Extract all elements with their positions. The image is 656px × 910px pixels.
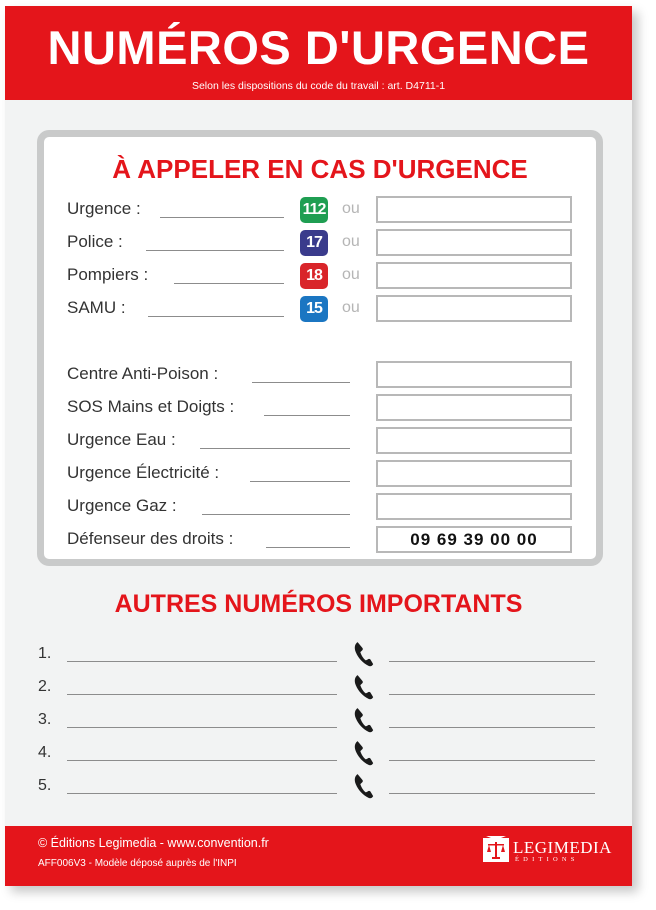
row-label: Urgence Eau : [67,430,176,449]
urgence-electricite-field[interactable] [376,460,572,487]
row-sos-mains [44,394,596,421]
item-number: 1. [38,645,52,662]
write-line [250,481,350,482]
list-item [5,740,632,770]
row-urgence-electricite [44,460,596,487]
row-label: SOS Mains et Doigts : [67,397,235,416]
urgence-eau-field[interactable] [376,427,572,454]
row-label: Police : [67,232,123,251]
separator-ou: ou [342,299,360,316]
phone-icon [353,674,375,700]
separator-ou: ou [342,266,360,283]
list-item [5,674,632,704]
item-number: 5. [38,777,52,794]
write-line [266,547,350,548]
badge-15: 15 [300,296,328,322]
badge-112: 112 [300,197,328,223]
anti-poison-field[interactable] [376,361,572,388]
footer [5,826,632,886]
number-line[interactable] [389,661,595,662]
badge-18: 18 [300,263,328,289]
urgence-field[interactable] [376,196,572,223]
list-item [5,707,632,737]
row-samu [44,295,596,322]
header-banner [5,6,632,100]
name-line[interactable] [67,760,337,761]
samu-field[interactable] [376,295,572,322]
row-urgence [44,196,596,223]
pompiers-field[interactable] [376,262,572,289]
item-number: 4. [38,744,52,761]
row-label: Défenseur des droits : [67,529,234,548]
row-label: Urgence Gaz : [67,496,177,515]
number-line[interactable] [389,760,595,761]
copyright-text: © Éditions Legimedia - www.convention.fr [38,836,269,850]
row-label: Pompiers : [67,265,149,284]
write-line [160,217,284,218]
separator-ou: ou [342,233,360,250]
phone-icon [353,773,375,799]
separator-ou: ou [342,200,360,217]
row-urgence-gaz [44,493,596,520]
police-field[interactable] [376,229,572,256]
list-item [5,773,632,803]
row-label: Centre Anti-Poison : [67,364,219,383]
reference-text: AFF006V3 - Modèle déposé auprès de l'INPI [38,858,237,869]
row-label: SAMU : [67,298,126,317]
write-line [200,448,350,449]
emergency-box [37,130,603,566]
write-line [202,514,350,515]
phone-icon [353,707,375,733]
number-line[interactable] [389,694,595,695]
row-defenseur-droits [44,526,596,553]
defenseur-droits-field[interactable]: 09 69 39 00 00 [376,526,572,553]
row-label: Urgence Électricité : [67,463,220,482]
logo-text: LEGIMEDIA [513,838,612,857]
scales-icon [482,835,510,863]
name-line[interactable] [67,727,337,728]
write-line [174,283,284,284]
other-numbers-title: AUTRES NUMÉROS IMPORTANTS [114,590,523,618]
page-title: NUMÉROS D'URGENCE [47,21,590,74]
item-number: 3. [38,711,52,728]
legal-subtitle: Selon les dispositions du code du travail : art. D4711-1 [191,80,446,92]
write-line [264,415,350,416]
badge-17: 17 [300,230,328,256]
phone-icon [353,641,375,667]
logo-subtext: ÉDITIONS [515,856,579,863]
name-line[interactable] [67,661,337,662]
write-line [148,316,284,317]
row-label: Urgence : [67,199,141,218]
name-line[interactable] [67,793,337,794]
item-number: 2. [38,678,52,695]
row-urgence-eau [44,427,596,454]
number-line[interactable] [389,793,595,794]
write-line [252,382,350,383]
write-line [146,250,284,251]
row-pompiers [44,262,596,289]
number-line[interactable] [389,727,595,728]
name-line[interactable] [67,694,337,695]
phone-icon [353,740,375,766]
row-anti-poison [44,361,596,388]
sos-mains-field[interactable] [376,394,572,421]
row-police [44,229,596,256]
urgence-gaz-field[interactable] [376,493,572,520]
list-item [5,641,632,671]
emergency-title: À APPELER EN CAS D'URGENCE [112,154,528,184]
legimedia-logo [482,835,612,867]
emergency-poster [5,6,632,886]
